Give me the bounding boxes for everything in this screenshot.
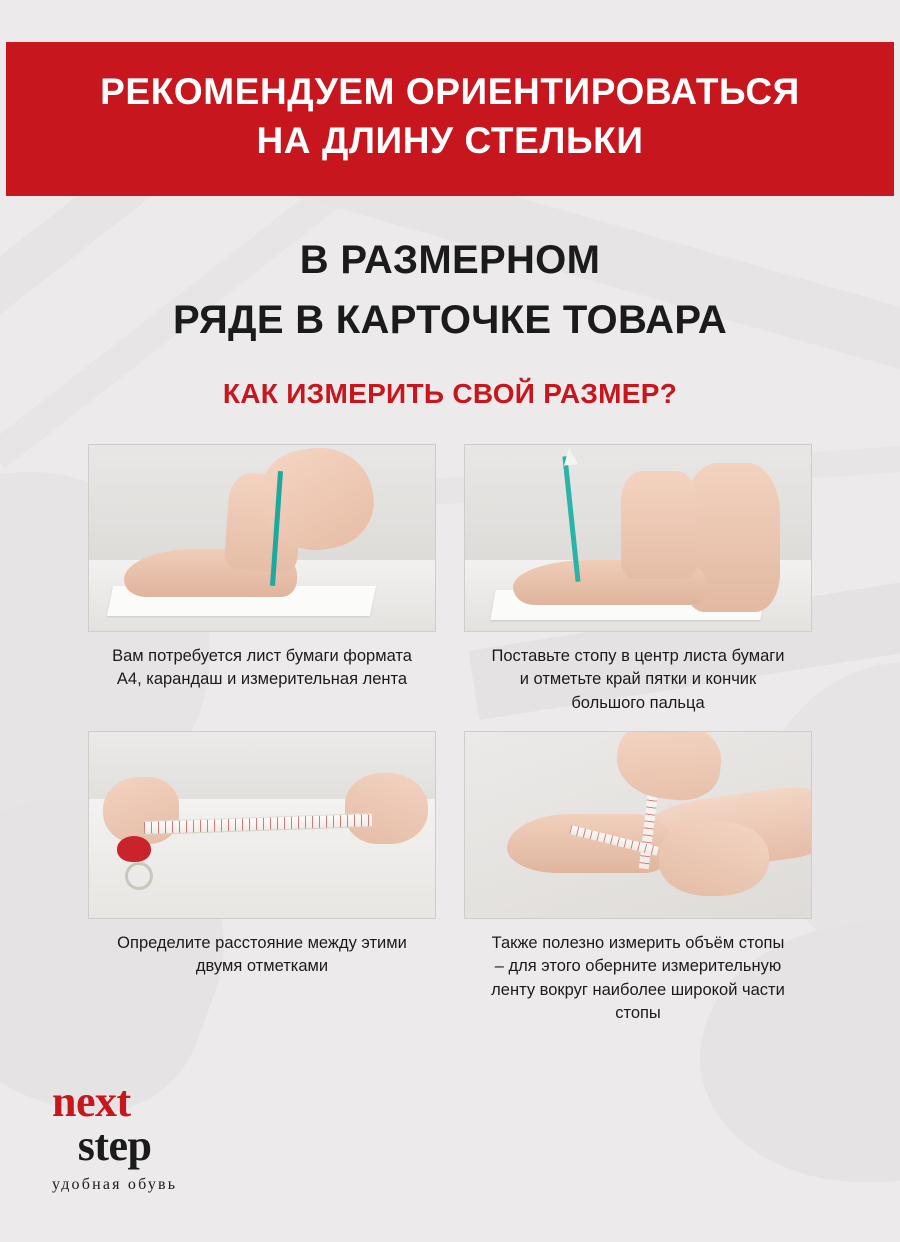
subheading-line-2: РЯДЕ В КАРТОЧКЕ ТОВАРА (172, 297, 728, 342)
banner-line-2: НА ДЛИНУ СТЕЛЬКИ (256, 119, 644, 161)
instructions-question: КАК ИЗМЕРИТЬ СВОЙ РАЗМЕР? (222, 377, 678, 409)
step-item (88, 444, 436, 715)
step-caption: Определите расстояние между этими двумя отметками (117, 933, 407, 976)
brand-footer (52, 1077, 178, 1194)
ankle-shape (621, 471, 697, 579)
header-banner (6, 42, 894, 196)
logo-next-text: next (52, 1077, 131, 1126)
tape-reel-icon (117, 836, 151, 862)
brand-logo (52, 1077, 177, 1170)
right-hand-shape (345, 773, 428, 844)
steps-grid (0, 410, 900, 1026)
pencil-tip-icon (562, 448, 578, 466)
logo-step-text: step (77, 1121, 152, 1170)
measuring-tape-photo (88, 731, 436, 919)
lower-hand-shape (659, 821, 770, 895)
foot-on-paper-photo (464, 444, 812, 632)
step-item (464, 731, 812, 1026)
step-caption: Вам потребуется лист бумаги формата А4, карандаш и измерительная лента (112, 646, 412, 689)
step-caption: Поставьте стопу в центр листа бумаги и отметьте край пятки и кончик большого пальца (491, 646, 785, 712)
step-item (464, 444, 812, 715)
foot-with-pencil-photo (88, 444, 436, 632)
step-item (88, 731, 436, 1026)
brand-tagline: удобная обувь (52, 1176, 178, 1193)
page-subheading (0, 230, 900, 350)
foot-girth-measure-photo (464, 731, 812, 919)
step-caption: Также полезно измерить объём стопы – для этого оберните измерительную ленту вокруг наиболее широкой части стопы (491, 933, 785, 1023)
banner-line-1: РЕКОМЕНДУЕМ ОРИЕНТИРОВАТЬСЯ (100, 71, 800, 112)
subheading-line-1: В РАЗМЕРНОМ (299, 237, 601, 282)
